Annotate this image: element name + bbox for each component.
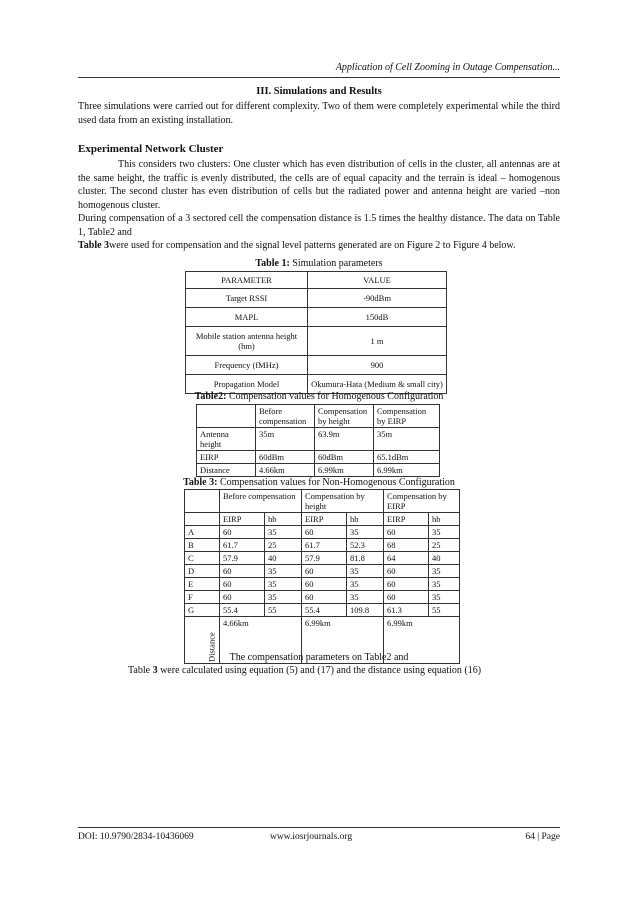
table-cell: Propagation Model (186, 375, 308, 394)
table-header-cell: EIRP (220, 513, 265, 526)
table-cell: 40 (429, 552, 460, 565)
header-rule (78, 77, 560, 78)
table-header-cell: Compensation by height (315, 405, 374, 428)
table-header-cell (185, 490, 220, 513)
table-cell: 6.99km (384, 617, 460, 664)
table-row (185, 513, 460, 526)
table-header-cell: VALUE (308, 272, 447, 289)
table-header-cell: hb (429, 513, 460, 526)
table-row (197, 464, 440, 477)
table-cell: 60 (220, 565, 265, 578)
table-cell: -90dBm (308, 289, 447, 308)
table-header-cell (197, 405, 256, 428)
footer-website: www.iosrjournals.org (270, 832, 353, 842)
table-cell: 60 (302, 526, 347, 539)
table-cell: 35 (429, 578, 460, 591)
table-cell: A (185, 526, 220, 539)
table-cell: 900 (308, 356, 447, 375)
table-cell: 40 (265, 552, 302, 565)
table-row (185, 539, 460, 552)
table-header-cell: EIRP (302, 513, 347, 526)
table-cell: 60 (302, 565, 347, 578)
table3-caption-text: Compensation values for Non-Homogenous Configuration (217, 477, 455, 488)
table-cell: 55 (265, 604, 302, 617)
table-cell: 6.99km (302, 617, 384, 664)
table-cell-subtext: (hm) (238, 341, 255, 351)
table-cell: 60 (302, 578, 347, 591)
table1-caption (0, 258, 638, 269)
table-cell: Target RSSI (186, 289, 308, 308)
table-cell: F (185, 591, 220, 604)
table-cell: 6.99km (315, 464, 374, 477)
subsection-para2: During compensation of a 3 sectored cell the compensation distance is 1.5 times the healthy distance. The data on Table 1, Table2 and (78, 213, 560, 238)
table-cell: 60dBm (315, 451, 374, 464)
subsection-title: Experimental Network Cluster (78, 143, 224, 155)
closing-line2-rest: were calculated using equation (5) and (17) and the distance using equation (16) (157, 665, 482, 676)
table-cell: 60 (220, 526, 265, 539)
table-cell: 81.8 (347, 552, 384, 565)
table-cell: 1 m (308, 327, 447, 356)
running-header: Application of Cell Zooming in Outage Compensation... (335, 62, 560, 73)
table2-caption-label: Table2: (194, 391, 227, 402)
table-row (197, 428, 440, 451)
table-row (185, 526, 460, 539)
closing-line2 (128, 665, 481, 676)
closing-line2-bold: 3 (152, 665, 158, 676)
table1 (185, 271, 447, 394)
table-row (186, 289, 447, 308)
table-cell: MAPL (186, 308, 308, 327)
table-header-cell: Compensation by EIRP (384, 490, 460, 513)
subsection-para3 (78, 239, 560, 253)
section-title: III. Simulations and Results (256, 86, 382, 97)
table-cell: 60dBm (256, 451, 315, 464)
table-cell: 35 (265, 565, 302, 578)
table-cell: 60 (220, 578, 265, 591)
footer-rule (78, 827, 560, 828)
table-row (185, 604, 460, 617)
table-cell: 6.99km (374, 464, 440, 477)
table-row (186, 327, 447, 356)
table-cell: 25 (265, 539, 302, 552)
table-cell: 35 (429, 565, 460, 578)
table-cell: 35 (347, 526, 384, 539)
table-cell: 55.4 (302, 604, 347, 617)
table-cell: 35 (429, 526, 460, 539)
closing-line2-pre: Table (128, 665, 153, 676)
table1-caption-text: Simulation parameters (289, 258, 383, 269)
table-cell: 64 (384, 552, 429, 565)
table-cell: 35 (347, 591, 384, 604)
table-header-cell: Before compensation (256, 405, 315, 428)
table-row (185, 578, 460, 591)
table-row (186, 308, 447, 327)
table-cell: Distance (197, 464, 256, 477)
table-row (185, 490, 460, 513)
table-row (186, 356, 447, 375)
table-cell: 63.9m (315, 428, 374, 451)
table-header-cell: EIRP (384, 513, 429, 526)
table-cell: G (185, 604, 220, 617)
table-header-cell: hb (265, 513, 302, 526)
table-cell: D (185, 565, 220, 578)
table-cell: 35 (265, 591, 302, 604)
table-cell: 25 (429, 539, 460, 552)
table-cell: 150dB (308, 308, 447, 327)
table-cell: 61.7 (220, 539, 265, 552)
table-cell: 55 (429, 604, 460, 617)
table-header-cell (185, 513, 220, 526)
table-cell: 55.4 (220, 604, 265, 617)
table2-caption-text: Compensation values for Homogenous Configuration (226, 391, 444, 402)
table-cell: 57.9 (220, 552, 265, 565)
table2-caption (0, 391, 638, 402)
table-cell: 52.3 (347, 539, 384, 552)
table-cell: Antenna height (197, 428, 256, 451)
footer-doi: DOI: 10.9790/2834-10436069 (78, 832, 194, 842)
table-cell: 60 (384, 578, 429, 591)
table-cell: 109.8 (347, 604, 384, 617)
table-cell: 60 (384, 526, 429, 539)
table-cell: E (185, 578, 220, 591)
table-row (197, 451, 440, 464)
table-row (186, 272, 447, 289)
table-row (197, 405, 440, 428)
table-header-cell: Compensation by height (302, 490, 384, 513)
table-cell: 35 (429, 591, 460, 604)
table-cell: 61.3 (384, 604, 429, 617)
table-cell: 60 (384, 591, 429, 604)
table-cell: 4.66km (220, 617, 302, 664)
table-cell: 35 (265, 526, 302, 539)
table-row (185, 591, 460, 604)
table-cell-text: Mobile station antenna height (195, 331, 298, 341)
table-header-cell: Compensation by EIRP (374, 405, 440, 428)
table-cell: EIRP (197, 451, 256, 464)
table3-caption-label: Table 3: (183, 477, 218, 488)
table3 (184, 489, 460, 664)
table-cell (186, 327, 308, 356)
table-cell: C (185, 552, 220, 565)
table-cell: 60 (302, 591, 347, 604)
table-cell: 61.7 (302, 539, 347, 552)
table-cell: 4.66km (256, 464, 315, 477)
table-cell: 60 (384, 565, 429, 578)
table-row (185, 565, 460, 578)
closing-line1: The compensation parameters on Table2 and (229, 652, 409, 663)
table-cell: 35m (374, 428, 440, 451)
table-cell: 65.1dBm (374, 451, 440, 464)
section-intro: Three simulations were carried out for different complexity. Two of them were completely experimental while the third used data from an existing installation. (78, 101, 560, 126)
table-cell: 68 (384, 539, 429, 552)
table-cell-vertical: Distance (185, 617, 220, 664)
table-cell: 60 (220, 591, 265, 604)
subsection-para3-rest: were used for compensation and the signal level patterns generated are on Figure 2 to Figure 4 below. (109, 240, 516, 251)
table-header-cell: Before compensation (220, 490, 302, 513)
table-cell: 35 (347, 578, 384, 591)
table-cell: 35 (347, 565, 384, 578)
table-cell: Okumura-Hata (Medium & small city) (308, 375, 447, 394)
table1-caption-label: Table 1: (255, 258, 290, 269)
table-cell: 57.9 (302, 552, 347, 565)
table-row (185, 552, 460, 565)
table-header-cell: PARAMETER (186, 272, 308, 289)
table2 (196, 404, 440, 477)
table-header-cell: hb (347, 513, 384, 526)
table-cell: Frequency (fMHz) (186, 356, 308, 375)
table3-caption (0, 477, 638, 488)
table-cell: 35m (256, 428, 315, 451)
subsection-para1: This considers two clusters: One cluster which has even distribution of cells in the cluster, all antennas are at the same height, the traffic is evenly distributed, the cells are of equal capacity and the terrain is ideal – homogenous cluster. The second cluster has even distribution of cells but the radiated power and antenna height are varied –non homogenous cluster. (78, 159, 560, 211)
footer-page-number: 64 | Page (525, 832, 560, 842)
table3-ref: Table 3 (78, 240, 110, 251)
table-cell: 35 (265, 578, 302, 591)
table-cell: B (185, 539, 220, 552)
